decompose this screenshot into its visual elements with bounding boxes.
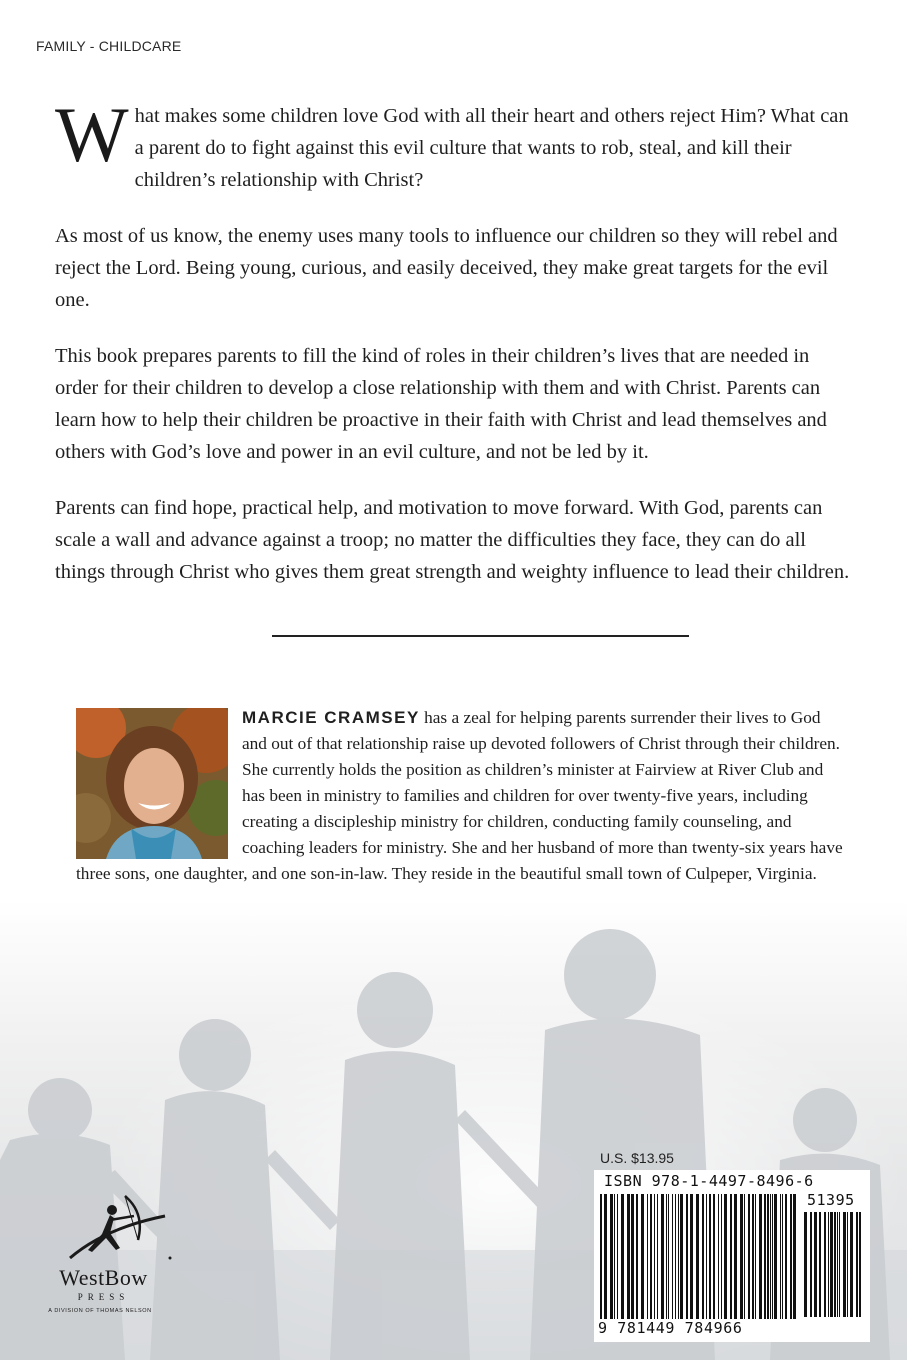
price-label: U.S. $13.95 <box>600 1150 674 1166</box>
blurb-paragraph-3: This book prepares parents to fill the kind of roles in their children’s lives that are needed in order for their children to develop a close relationship with them and with Christ. Parents can learn how to help their children be proactive in their faith with Christ and lead themselves and others with God’s love and power in an evil culture, and not be led by it. <box>55 345 827 463</box>
author-bio-text: has a zeal for helping parents surrender their lives to God and out of that relationship raise up devoted followers of Christ through their children. She currently holds the position as children’s minister at Fairview at River Club and has been in ministry to families and children for over twenty-five years, including creating a discipleship ministry for children, conducting family counseling, and coaching leaders for ministry. She and her husband of more than twenty-six years have three sons, one daughter, and one son-in-law. They reside in the beautiful small town of Culpeper, Virginia. <box>76 708 843 883</box>
category-label: FAMILY - CHILDCARE <box>36 38 182 54</box>
divider-rule <box>272 635 689 637</box>
publisher-name: WestBow <box>59 1265 148 1290</box>
blurb-paragraph-2: As most of us know, the enemy uses many tools to influence our children so they will rebel and reject the Lord. Being young, curious, and easily deceived, they make great targets for the evil one. <box>55 225 838 311</box>
publisher-division: A DIVISION OF THOMAS NELSON <box>48 1308 152 1314</box>
drop-cap: W <box>55 91 129 178</box>
publisher-press: PRESS <box>77 1292 130 1302</box>
back-cover-blurb <box>55 91 855 612</box>
isbn-barcode <box>594 1170 870 1342</box>
author-bio <box>76 705 846 887</box>
publisher-logo <box>30 1188 180 1338</box>
isbn-text: ISBN 978-1-4497-8496-6 <box>604 1172 814 1190</box>
blurb-paragraph-1 <box>55 91 855 196</box>
barcode-bars <box>600 1194 798 1319</box>
photo-spacer <box>76 705 228 861</box>
price-barcode-bars <box>804 1212 864 1317</box>
blurb-paragraph-1-text: hat makes some children love God with all their heart and others reject Him? What can a parent do to fight against this evil culture that wants to rob, steal, and kill their children’s relationship with Christ? <box>134 105 849 191</box>
author-name: MARCIE CRAMSEY <box>242 708 420 727</box>
blurb-paragraph-4: Parents can find hope, practical help, and motivation to move forward. With God, parents can scale a wall and advance against a troop; no matter the difficulties they face, they can do all things through Christ who gives them great strength and weighty influence to lead their children. <box>55 497 850 583</box>
archer-icon <box>30 1188 180 1268</box>
barcode-digits: 9 781449 784966 <box>598 1319 743 1337</box>
price-code: 51395 <box>807 1191 855 1209</box>
